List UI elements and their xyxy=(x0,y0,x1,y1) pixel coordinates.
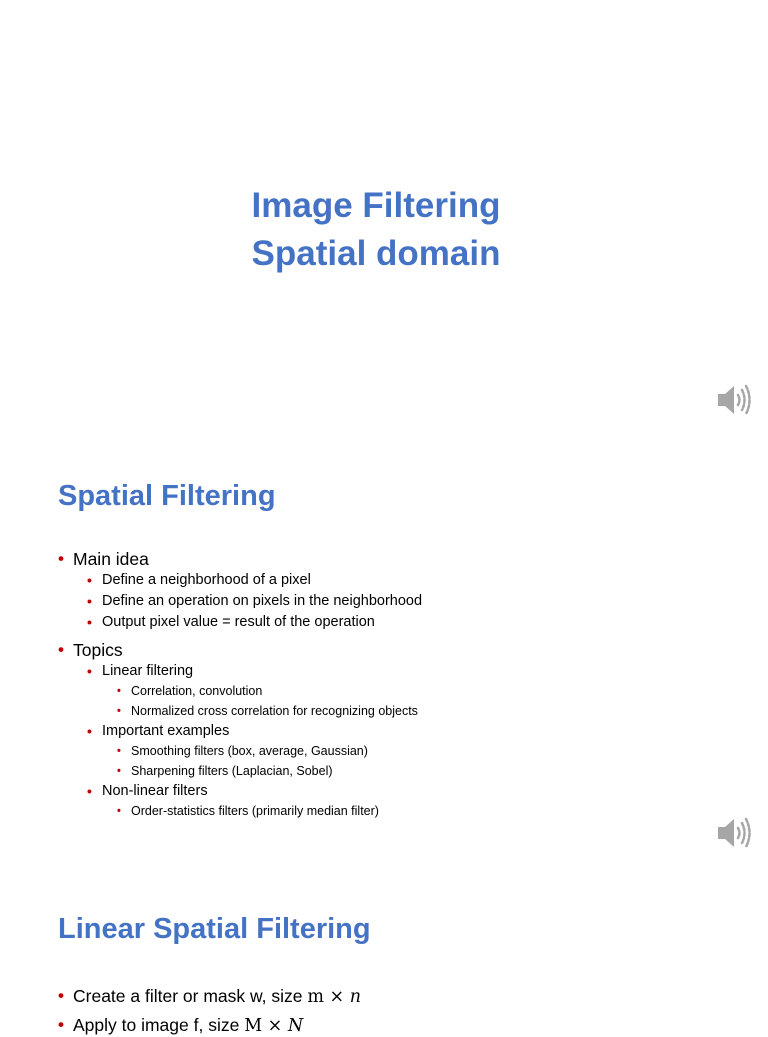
title-line-2: Spatial domain xyxy=(251,234,501,273)
list-item xyxy=(58,1014,738,1037)
list-item-text: Non-linear filters xyxy=(102,783,208,799)
bullet-icon: • xyxy=(58,986,64,1005)
list-item-text: Main idea xyxy=(73,549,149,569)
bullet-icon: • xyxy=(87,572,92,588)
list-item xyxy=(58,639,738,661)
bullet-icon: • xyxy=(87,614,92,630)
bullet-icon: • xyxy=(87,593,92,609)
list-item-text: Linear filtering xyxy=(102,663,194,679)
bullet-icon: • xyxy=(117,805,121,817)
slide-heading: Linear Spatial Filtering xyxy=(58,913,371,945)
title-line-1: Image Filtering xyxy=(251,186,501,225)
bullet-icon: • xyxy=(87,663,92,679)
bullet-icon: • xyxy=(87,783,92,799)
list-item-text: Order-statistics filters (primarily median filter) xyxy=(131,804,379,818)
slide-spatial-filtering xyxy=(0,433,768,865)
list-item-text: Correlation, convolution xyxy=(131,684,263,698)
list-item xyxy=(58,570,738,591)
bullet-icon: • xyxy=(58,1015,64,1034)
list-item-text: Topics xyxy=(73,640,123,660)
list-item-text: Create a filter or mask w, size xyxy=(73,986,308,1006)
bullet-icon: • xyxy=(117,745,121,757)
list-item xyxy=(58,612,738,633)
list-item-text: Define an operation on pixels in the neighborhood xyxy=(102,593,423,609)
list-item xyxy=(58,802,738,822)
speaker-icon[interactable] xyxy=(715,380,755,420)
list-item xyxy=(58,682,738,702)
slide-title xyxy=(0,0,768,432)
slide-heading: Spatial Filtering xyxy=(58,480,276,512)
list-item-text: Define a neighborhood of a pixel xyxy=(102,572,311,588)
slide-title-text xyxy=(0,182,752,278)
bullet-icon: • xyxy=(58,640,64,659)
speaker-icon[interactable] xyxy=(715,813,755,853)
list-item xyxy=(58,781,738,802)
list-item-text: Apply to image f, size xyxy=(73,1015,245,1035)
list-item xyxy=(58,591,738,612)
list-item-text: Important examples xyxy=(102,723,230,739)
list-item-text: Output pixel value = result of the operation xyxy=(102,614,375,630)
bullet-list xyxy=(58,544,738,822)
list-item xyxy=(58,548,738,570)
bullet-icon: • xyxy=(117,764,121,777)
math-expression: m × 𝑛 xyxy=(307,987,362,1007)
list-item xyxy=(58,702,738,722)
bullet-icon: • xyxy=(117,704,121,717)
bullet-list xyxy=(58,981,738,1037)
math-expression: M × 𝑁 xyxy=(244,1016,304,1036)
list-item xyxy=(58,661,738,682)
bullet-icon: • xyxy=(58,549,64,568)
list-item xyxy=(58,742,738,762)
bullet-icon: • xyxy=(87,723,92,739)
list-item xyxy=(58,985,738,1008)
slide-linear-spatial-filtering xyxy=(0,866,768,1036)
list-item xyxy=(58,762,738,782)
bullet-icon: • xyxy=(117,685,121,697)
list-item-text: Sharpening filters (Laplacian, Sobel) xyxy=(131,763,333,778)
list-item-text: Normalized cross correlation for recognizing objects xyxy=(131,703,418,718)
list-item xyxy=(58,721,738,742)
list-item-text: Smoothing filters (box, average, Gaussian) xyxy=(131,744,368,758)
